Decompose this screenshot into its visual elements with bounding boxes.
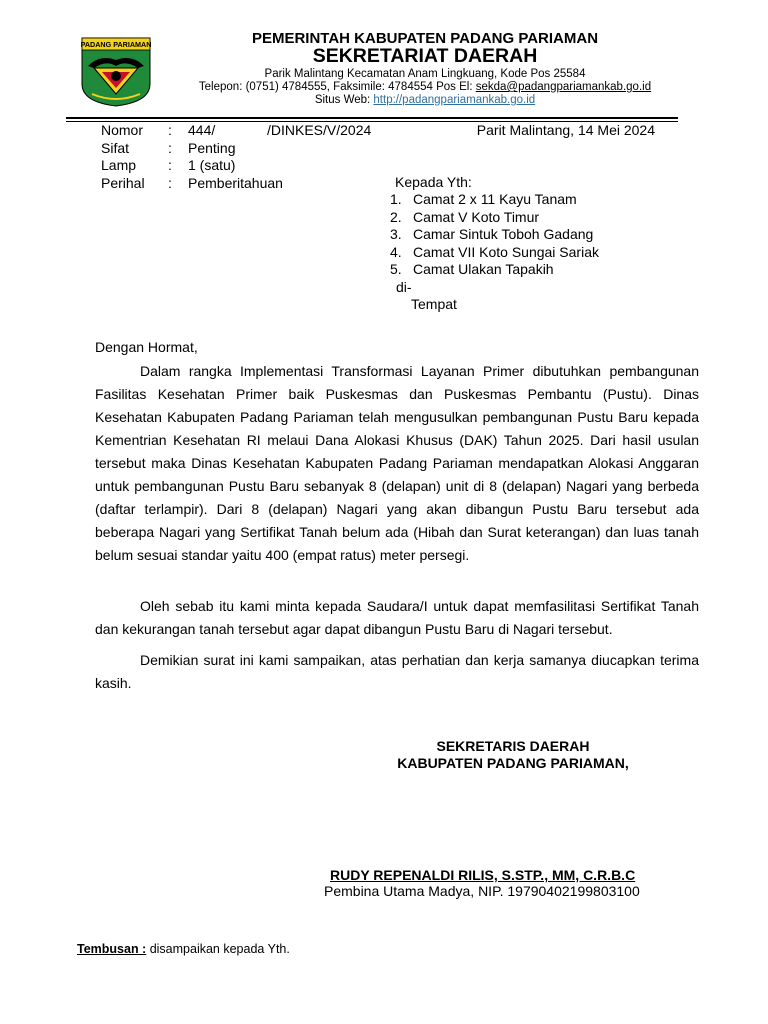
header-website-label: Situs Web: [314, 94, 374, 106]
recipient-item: 2. Camat V Koto Timur [390, 208, 540, 225]
header-address: Parik Malintang Kecamatan Anam Lingkuang, Kode Pos 25584 [264, 68, 586, 80]
tembusan-label: Tembusan : [77, 942, 147, 956]
recipient-item: 1. Camat 2 x 11 Kayu Tanam [390, 191, 577, 207]
body-paragraph-1: Dalam rangka Implementasi Transformasi Layanan Primer dibutuhkan pembangunan Fasilitas Kesehatan Primer baik Puskesmas dan Puskesmas Pembantu (Pustu). Dinas Kesehatan Kabupaten Padang Pariaman telah mengusulkan pembangunan Pustu Baru kepada Kementrian Kesehatan RI melaui Dana Alokasi Khusus (DAK) Tahun 2025. Dari hasil usulan tersebut maka Dinas Kesehatan Kabupaten Padang Pariaman mendapatkan Alokasi Anggaran untuk pembangunan Pustu Baru sebanyak 8 (delapan) unit di 8 (delapan) Nagari yang berbeda (daftar terlampir). Dari 8 (delapan) Nagari yang akan dibangun Pustu Baru tersebut ada beberapa Nagari yang Sertifikat Tanah belum ada (Hibah dan Surat keterangan) dan luas tanah belum sesuai standar yaitu 400 (empat ratus) meter persegi. [95, 363, 699, 563]
body-paragraph-3: Demikian surat ini kami sampaikan, atas perhatian dan kerja samanya diucapkan terima kasih. [95, 652, 699, 691]
signatory-title: SEKRETARIS DAERAH [436, 738, 590, 754]
recipient-di: di- [396, 279, 412, 295]
recipients-intro: Kepada Yth: [395, 174, 472, 190]
body-paragraph-2: Oleh sebab itu kami minta kepada Saudara/I untuk dapat memfasilitasi Sertifikat Tanah dan kekurangan tanah tersebut agar dapat dibangun Pustu Baru di Nagari tersebut. [95, 598, 699, 637]
sifat-value: Penting [188, 139, 236, 156]
perihal-label: Perihal [101, 174, 145, 191]
recipient-item: 3. Camar Sintuk Toboh Gadang [390, 226, 594, 242]
sifat-label: Sifat [101, 139, 130, 156]
header-government-name: PEMERINTAH KABUPATEN PADANG PARIAMAN [251, 30, 599, 47]
regency-logo [80, 36, 152, 108]
header-email-link[interactable]: sekda@padangpariamankab.go.id [475, 81, 652, 93]
header-website [150, 94, 700, 106]
perihal-value: Pemberitahuan [188, 174, 283, 191]
tembusan [77, 942, 290, 956]
lamp-value: 1 (satu) [188, 157, 236, 173]
header-contact [150, 81, 700, 93]
signatory-name: RUDY REPENALDI RILIS, S.STP., MM, C.R.B.C [330, 867, 636, 883]
perihal-colon: : [168, 174, 172, 191]
recipient-item: 4. Camat VII Koto Sungai Sariak [390, 243, 599, 260]
nomor-colon: : [168, 122, 172, 138]
lamp-label: Lamp [101, 157, 137, 173]
tembusan-text: disampaikan kepada Yth. [146, 942, 290, 956]
header-website-link[interactable]: http://padangpariamankab.go.id [373, 94, 536, 106]
sifat-colon: : [168, 139, 172, 156]
salutation: Dengan Hormat, [95, 339, 198, 355]
lamp-colon: : [168, 157, 172, 173]
recipient-item: 5. Camat Ulakan Tapakih [390, 261, 554, 277]
header-contact-numbers: Telepon: (0751) 4784555, Faksimile: 4784554 Pos El: [198, 81, 476, 93]
logo-text: PADANG PARIAMAN [80, 40, 152, 49]
nomor-value: 444/ [188, 122, 216, 138]
recipient-tempat: Tempat [411, 296, 457, 312]
header-divider-thick [66, 117, 678, 119]
signatory-institution: KABUPATEN PADANG PARIAMAN, [397, 755, 629, 771]
nomor-suffix: /DINKES/V/2024 [267, 122, 372, 138]
signatory-rank-nip: Pembina Utama Madya, NIP. 19790402199803100 [324, 883, 640, 899]
nomor-label: Nomor [101, 122, 144, 138]
recipient-list [390, 191, 599, 279]
letter-date: Parit Malintang, 14 Mei 2024 [476, 122, 655, 138]
header-office-name: SEKRETARIAT DAERAH [312, 45, 538, 67]
